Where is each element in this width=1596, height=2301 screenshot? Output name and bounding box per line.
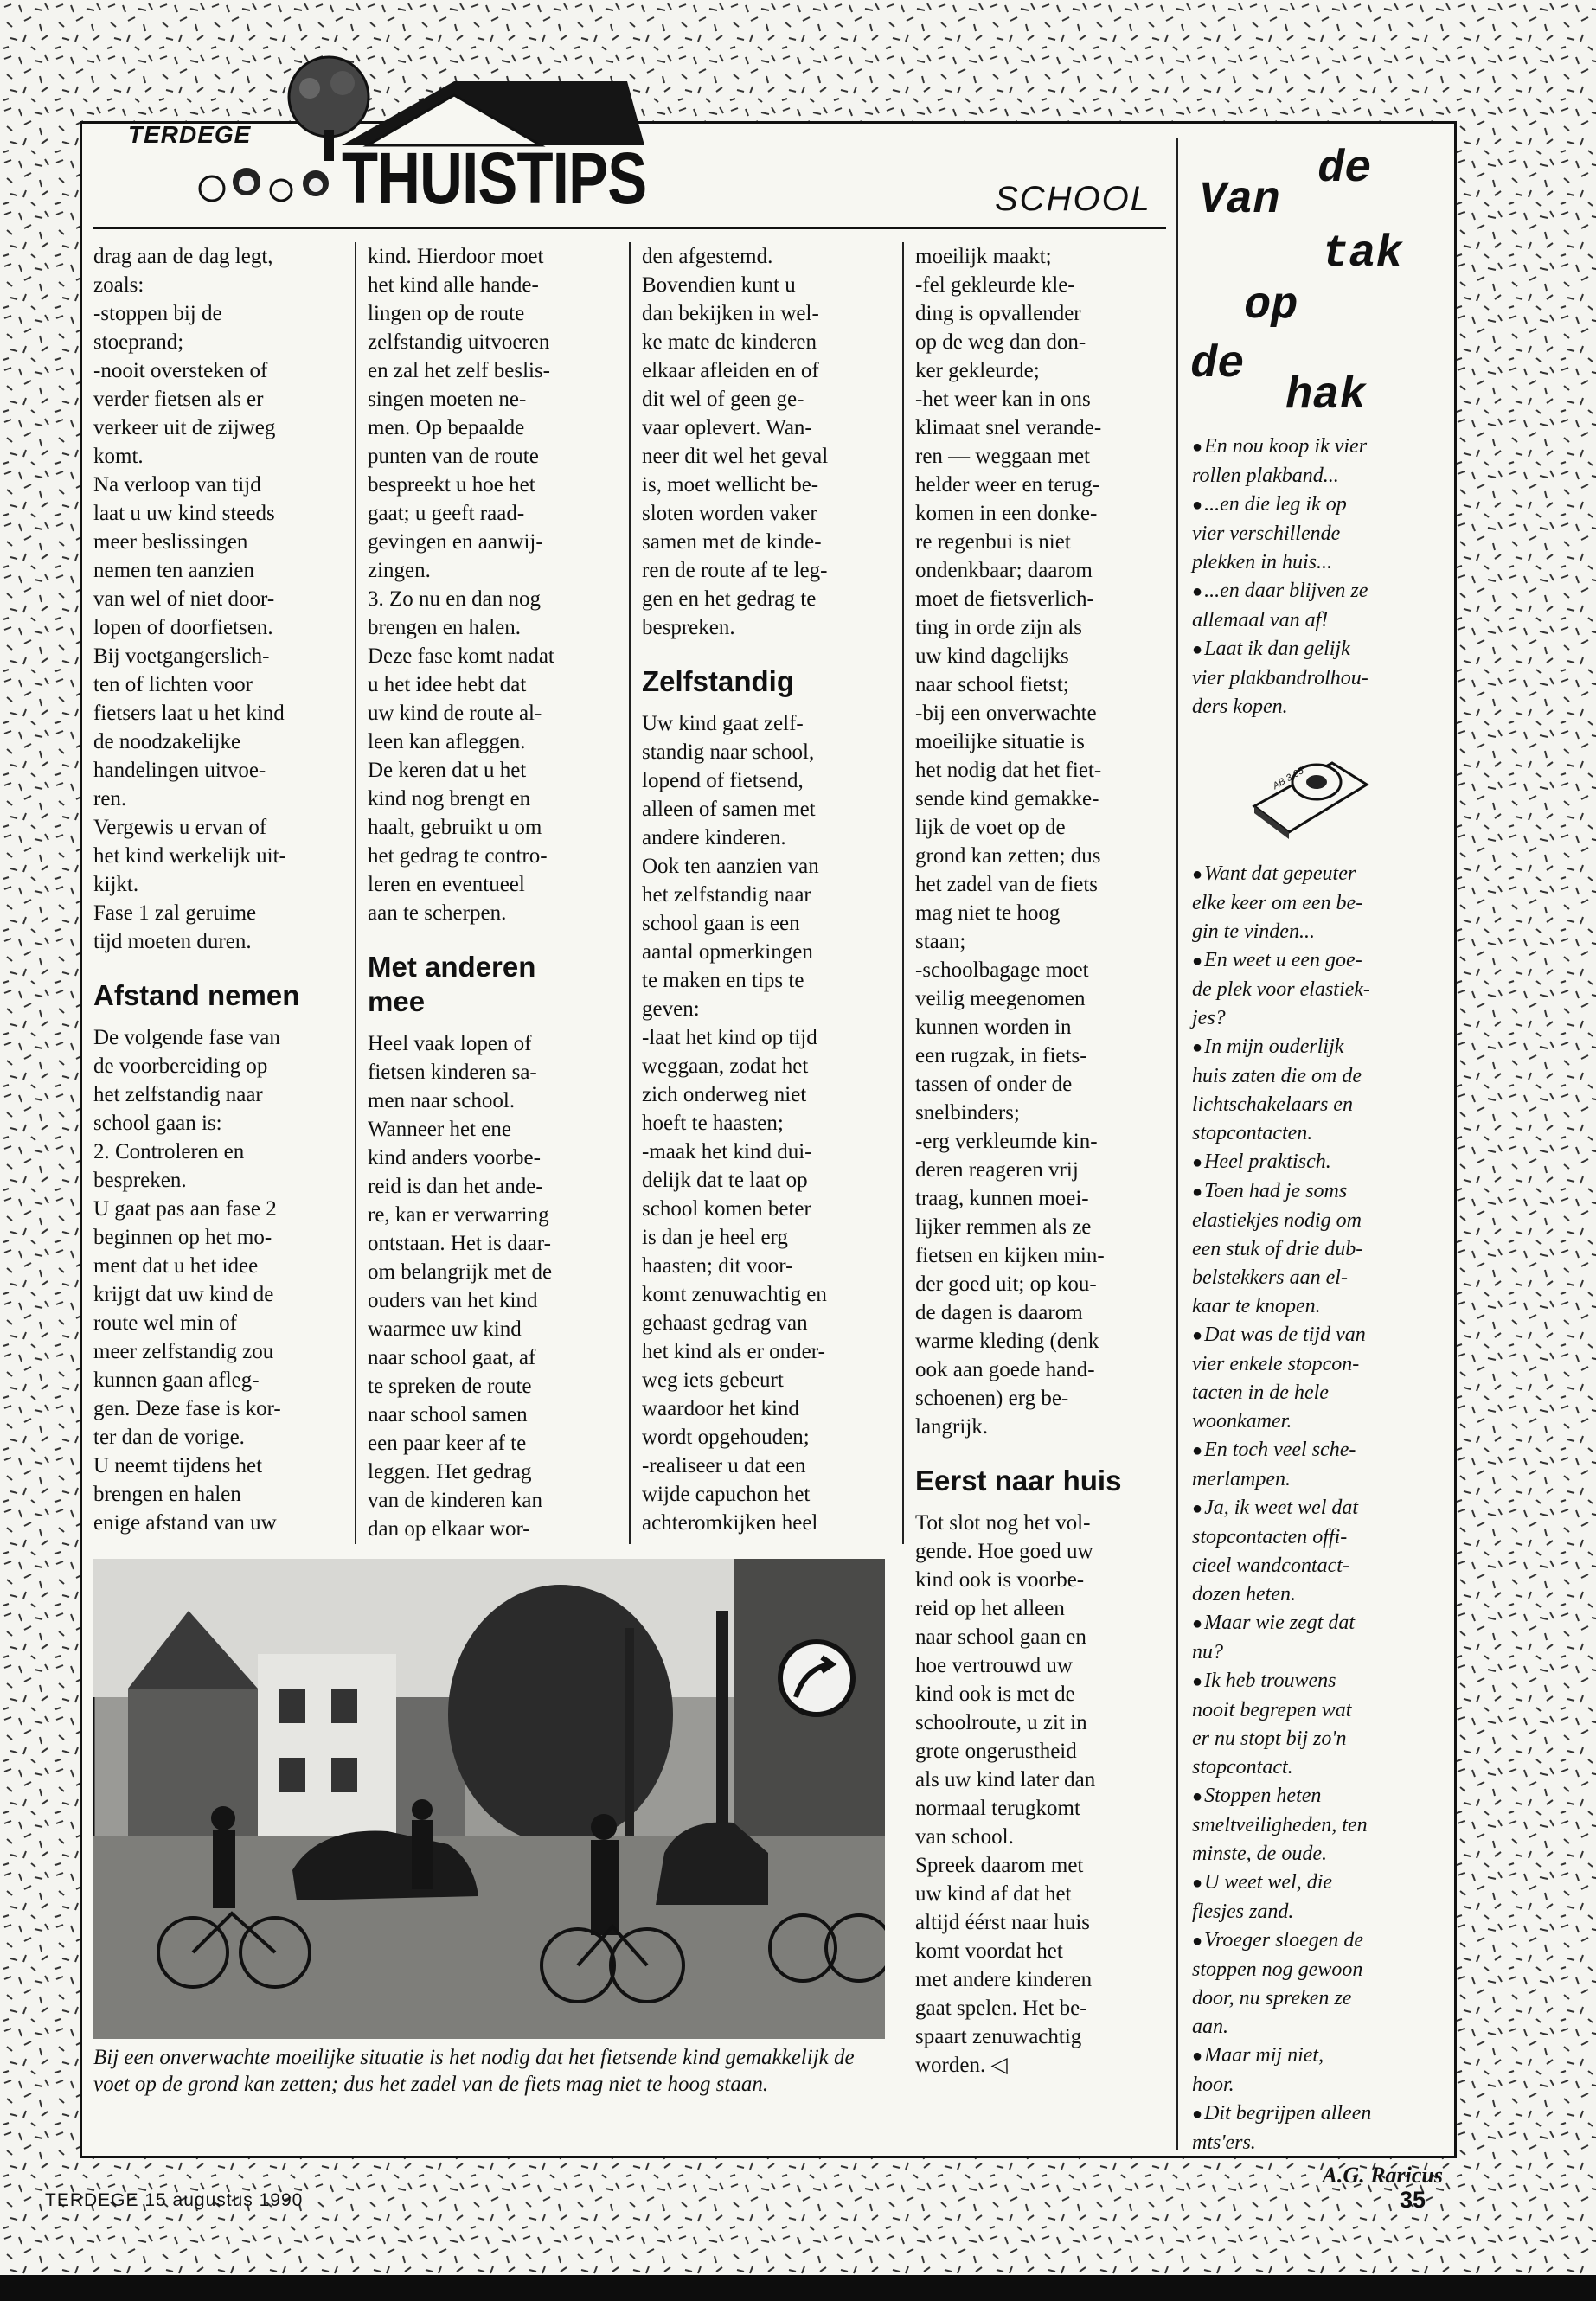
paragraph: Tot slot nog het vol- gende. Hoe goed uw kind ook is voorbe- reid op het alleen naar school gaan en hoe vertrouwd uw kind ook is met de schoolroute, u zit in grote ongerustheid als uw kind later dan normaal terugkomt van school. Spreek daarom met uw kind af dat het altijd éérst naar huis komt voordat het met andere kinderen gaat spelen. Het be- spaart zenuwachtig worden. ◁: [915, 1511, 1096, 2077]
subheading-eerst-naar-huis: Eerst naar huis: [915, 1465, 1122, 1497]
title-word: hak: [1285, 370, 1367, 421]
bullet-icon: ●: [1192, 1326, 1203, 1345]
article-column-2: [368, 242, 614, 1543]
title-word: op: [1244, 280, 1298, 331]
caption-text: Bij een onverwachte moeilijke situatie is het nodig dat het fietsende kind gemakkelijk de voet op de grond kan zetten; dus het zadel van de fiets mag niet te hoog staan.: [93, 2046, 855, 2096]
bullet-icon: ●: [1192, 1932, 1203, 1951]
sidebar-item: ●Ik heb trouwens nooit begrepen wat er nu stopt bij zo'n stopcontact.: [1192, 1670, 1352, 1779]
sidebar-item: ●Dit begrijpen alleen mts'ers.: [1192, 2102, 1372, 2154]
sidebar-item: ●Dat was de tijd van vier enkele stopcon- tacten in de hele woonkamer.: [1192, 1324, 1366, 1433]
article-column-4: [915, 242, 1162, 2080]
paragraph: drag aan de dag legt, zoals: -stoppen bij de stoeprand; -nooit oversteken of verder fietsen als er verkeer uit de zijweg komt. Na verloop van tijd laat u uw kind steeds meer beslissingen nemen ten aanzien van wel of niet door- lopen of doorfietsen. Bij voetgangerslich- ten of lichten voor fietsers laat u het kind de noodzakelijke handelingen uitvoe- ren. Vergewis u ervan of het kind werkelijk uit- kijkt. Fase 1 zal geruime tijd moeten duren.: [93, 245, 286, 953]
sidebar-item: ●En nou koop ik vier rollen plakband...: [1192, 435, 1368, 487]
bullet-icon: ●: [1192, 1499, 1203, 1518]
article-column-1: [93, 242, 340, 1537]
bullet-icon: ●: [1192, 1153, 1203, 1172]
sidebar-item: ●Laat ik dan gelijk vier plakbandrolhou- ders kopen.: [1192, 638, 1368, 718]
sidebar-item: ●En toch veel sche- merlampen.: [1192, 1439, 1356, 1490]
paragraph: Heel vaak lopen of fietsen kinderen sa- men naar school. Wanneer het ene kind anders voorbe- reid is dan het ande- re, kan er verwarring ontstaan. Het is daar- om belangrijk met de ouders van het kind waarmee uw kind naar school gaat, af te spreken de route naar school samen een paar keer af te leggen. Het gedrag van de kinderen kan dan op elkaar wor-: [368, 1032, 553, 1541]
column-divider: [355, 242, 356, 1544]
paragraph: kind. Hierdoor moet het kind alle hande- lingen op de route zelfstandig uitvoeren en zal het zelf beslis- singen moeten ne- men. Op bepaalde punten van de route bespreekt u hoe het gaat; u geeft raad- gevingen en aanwij- zingen. 3. Zo nu en dan nog brengen en halen. Deze fase komt nadat u het idee hebt dat uw kind de route al- leen kan afleggen. De keren dat u het kind nog brengt en haalt, gebruikt u om het gedrag te contro- leren en eventueel aan te scherpen.: [368, 245, 554, 925]
footer-publication: TERDEGE 15 augustus 1990: [45, 2190, 304, 2210]
subheading-afstand-nemen: Afstand nemen: [93, 979, 300, 1011]
column-divider: [902, 242, 904, 1544]
bullet-icon: ●: [1192, 582, 1203, 601]
bullet-icon: ●: [1192, 438, 1203, 457]
sidebar-item: ●Toen had je soms elastiekjes nodig om een stuk of drie dub- belstekkers aan el- kaar te knopen.: [1192, 1180, 1363, 1317]
article-column-3: [642, 242, 888, 1537]
animals-icon: [195, 163, 346, 206]
street-photo: [93, 1559, 885, 2039]
tape-dispenser-illustration: [1192, 730, 1443, 851]
bullet-icon: ●: [1192, 1787, 1203, 1806]
title-word: de: [1317, 144, 1372, 195]
sidebar-item: ●Vroeger sloegen de stoppen nog gewoon door, nu spreken ze aan.: [1192, 1929, 1364, 2038]
bullet-icon: ●: [1192, 2047, 1203, 2066]
bullet-icon: ●: [1192, 640, 1203, 659]
sidebar-item: ●...en daar blijven ze allemaal van af!: [1192, 580, 1368, 631]
sidebar-item: ●Want dat gepeuter elke keer om een be- gin te vinden...: [1192, 862, 1363, 943]
sidebar-item: ●Maar wie zegt dat nu?: [1192, 1612, 1356, 1663]
column-divider: [629, 242, 631, 1544]
sidebar-divider: [1176, 138, 1178, 2150]
bullet-icon: ●: [1192, 2105, 1203, 2124]
tape-dispenser-icon: [1246, 737, 1375, 841]
bullet-icon: ●: [1192, 952, 1203, 971]
title-word: Van: [1199, 175, 1280, 226]
title-word: tak: [1322, 228, 1403, 279]
sidebar-item: ●...en die leg ik op vier verschillende plekken in huis...: [1192, 493, 1347, 574]
sidebar-item: ●Ja, ik weet wel dat stopcontacten offi- cieel wandcontact- dozen heten.: [1192, 1497, 1359, 1606]
sidebar-item: ●Heel praktisch.: [1192, 1150, 1331, 1173]
subheading-met-anderen-mee: Met anderen mee: [368, 951, 536, 1017]
bullet-icon: ●: [1192, 1038, 1203, 1057]
subheading-zelfstandig: Zelfstandig: [642, 665, 795, 697]
bullet-icon: ●: [1192, 1874, 1203, 1893]
photo-caption: [93, 2044, 885, 2098]
sidebar-item: ●Stoppen heten smeltveiligheden, ten minste, de oude.: [1192, 1785, 1368, 1865]
bullet-icon: ●: [1192, 496, 1203, 515]
brand-name: TERDEGE: [128, 121, 252, 148]
bullet-icon: ●: [1192, 1441, 1203, 1460]
section-label: SCHOOL: [995, 180, 1151, 218]
sidebar-van-de-tak-op-de-hak: [1192, 138, 1443, 2189]
page-title: THUISTIPS: [342, 138, 647, 219]
bottom-black-bar: [0, 2275, 1596, 2301]
bullet-icon: ●: [1192, 865, 1203, 884]
paragraph: den afgestemd. Bovendien kunt u dan bekijken in wel- ke mate de kinderen elkaar afleiden en of dit wel of geen ge- vaar oplevert. Wan- neer dit wel het geval is, moet wellicht be- sloten worden vaker samen met de kinde- ren de route af te leg- gen en het gedrag te bespreken.: [642, 245, 829, 639]
sidebar-title: [1192, 138, 1443, 433]
bullet-icon: ●: [1192, 1672, 1203, 1691]
page-number: 35: [1400, 2187, 1426, 2213]
sidebar-item: ●Maar mij niet, hoor.: [1192, 2044, 1324, 2096]
paragraph: De volgende fase van de voorbereiding op het zelfstandig naar school gaan is: 2. Controleren en bespreken. U gaat pas aan fase 2 beginnen op het mo- ment dat u het idee krijgt dat uw kind de route wel min of meer zelfstandig zou kunnen gaan afleg- gen. Deze fase is kor- ter dan de vorige. U neemt tijdens het brengen en halen enige afstand van uw: [93, 1026, 281, 1535]
sidebar-item: ●En weet u een goe- de plek voor elastiek- jes?: [1192, 949, 1370, 1029]
bullet-icon: ●: [1192, 1614, 1203, 1633]
header-rule: [93, 227, 1166, 229]
author-signature: A.G. Raricus: [1322, 2163, 1443, 2188]
sidebar-item: ●U weet wel, die flesjes zand.: [1192, 1871, 1333, 1923]
sidebar-item: ●In mijn ouderlijk huis zaten die om de lichtschakelaars en stopcontacten.: [1192, 1035, 1362, 1144]
bullet-icon: ●: [1192, 1183, 1203, 1202]
price-tag: AB 3,65: [1271, 766, 1306, 792]
title-word: de: [1190, 339, 1245, 390]
sidebar-body: [1192, 433, 1443, 2189]
paragraph: moeilijk maakt; -fel gekleurde kle- ding is opvallender op de weg dan don- ker gekleurde; -het weer kan in ons klimaat snel verande- ren — weggaan met helder weer en terug- komen in een donke- re regenbui is niet ondenkbaar; daarom moet de fietsverlich- ting in orde zijn als uw kind dagelijks naar school fietst; -bij een onverwachte moeilijke situatie is het nodig dat het fiet- sende kind gemakke- lijk de voet op de grond kan zetten; dus het zadel van de fiets mag niet te hoog staan; -schoolbagage moet veilig meegenomen kunnen worden in een rugzak, in fiets- tassen of onder de snelbinders; -erg verkleumde kin- deren reageren vrij traag, kunnen moei- lijker remmen als ze fietsen en kijken min- der goed uit; op kou- de dagen is daarom warme kleding (denk ook aan goede hand- schoenen) erg be- langrijk.: [915, 245, 1105, 1439]
paragraph: Uw kind gaat zelf- standig naar school, lopend of fietsend, alleen of samen met andere kinderen. Ook ten aanzien van het zelfstandig naar school gaan is een aantal opmerkingen te maken en tips te geven: -laat het kind op tijd weggaan, zodat het zich onderweg niet hoeft te haasten; -maak het kind dui- delijk dat te laat op school komen beter is dan je heel erg haasten; dit voor- komt zenuwachtig en gehaast gedrag van het kind als er onder- weg iets gebeurt waardoor het kind wordt opgehouden; -realiseer u dat een wijde capuchon het achteromkijken heel: [642, 712, 827, 1535]
